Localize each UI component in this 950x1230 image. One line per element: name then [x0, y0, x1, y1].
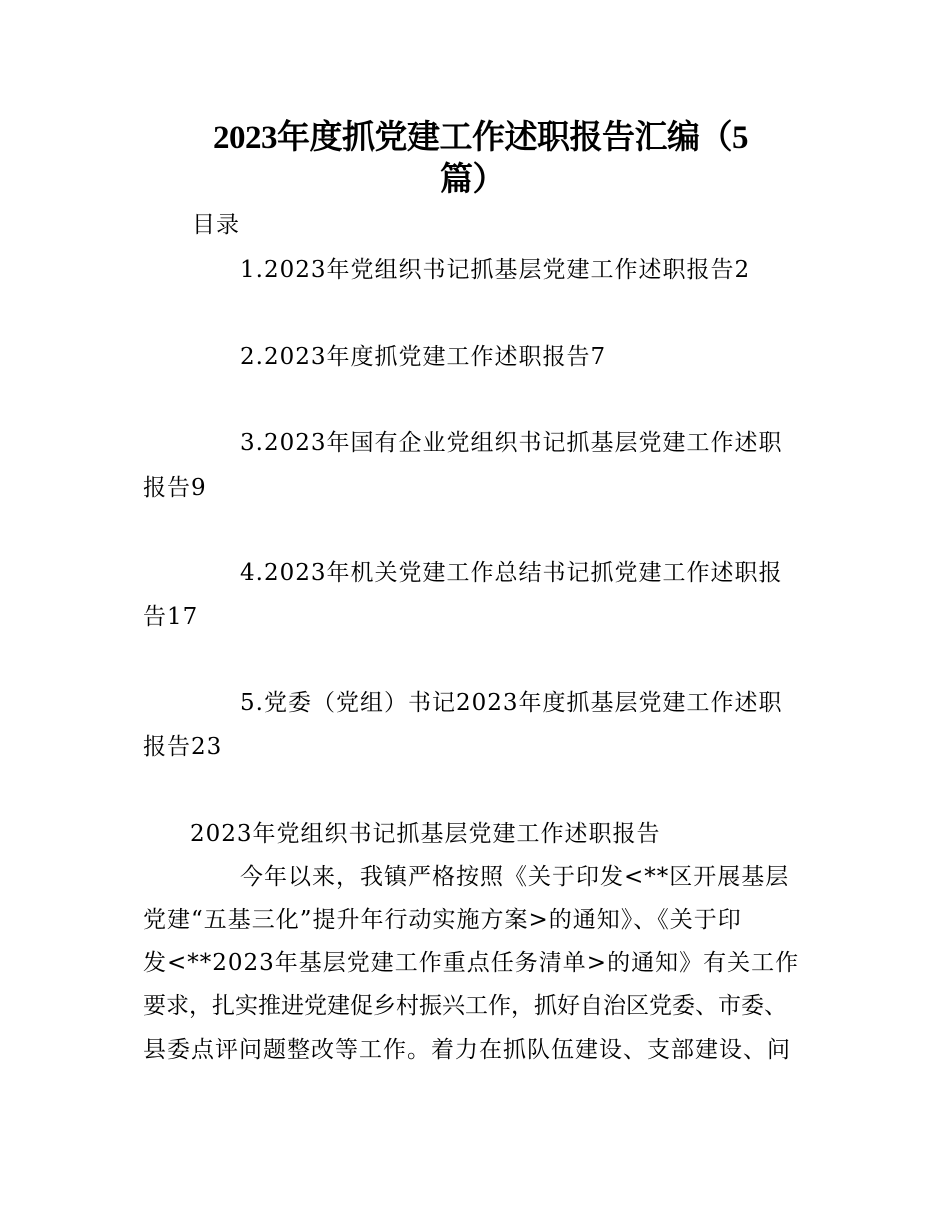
paragraph-line: 发<**2023年基层党建工作重点任务清单>的通知》有关工作 [143, 950, 800, 976]
paragraph-line: 党建“五基三化”提升年行动实施方案>的通知》、《关于印 [143, 907, 742, 933]
paragraph-line: 今年以来，我镇严格按照《关于印发<**区开展基层 [240, 864, 790, 890]
toc-item-5-cont: 报告23 [143, 734, 223, 760]
toc-item-1: 1.2023年党组织书记抓基层党建工作述职报告2 [240, 257, 751, 283]
document-title-line-2: 篇） [440, 162, 505, 198]
paragraph-line: 县委点评问题整改等工作。着力在抓队伍建设、支部建设、问 [143, 1037, 791, 1063]
paragraph-line: 要求，扎实推进党建促乡村振兴工作，抓好自治区党委、市委、 [143, 993, 787, 1019]
section-heading: 2023年党组织书记抓基层党建工作述职报告 [190, 821, 661, 847]
toc-item-3: 3.2023年国有企业党组织书记抓基层党建工作述职 [240, 430, 783, 456]
document-title-line-1: 2023年度抓党建工作述职报告汇编（5 [213, 120, 748, 156]
toc-item-2: 2.2023年度抓党建工作述职报告7 [240, 344, 607, 370]
toc-label: 目录 [192, 212, 240, 238]
toc-item-3-cont: 报告9 [143, 475, 207, 501]
toc-item-4: 4.2023年机关党建工作总结书记抓党建工作述职报 [240, 560, 783, 586]
toc-item-4-cont: 告17 [143, 604, 199, 630]
toc-item-5: 5.党委（党组）书记2023年度抓基层党建工作述职 [240, 690, 783, 716]
